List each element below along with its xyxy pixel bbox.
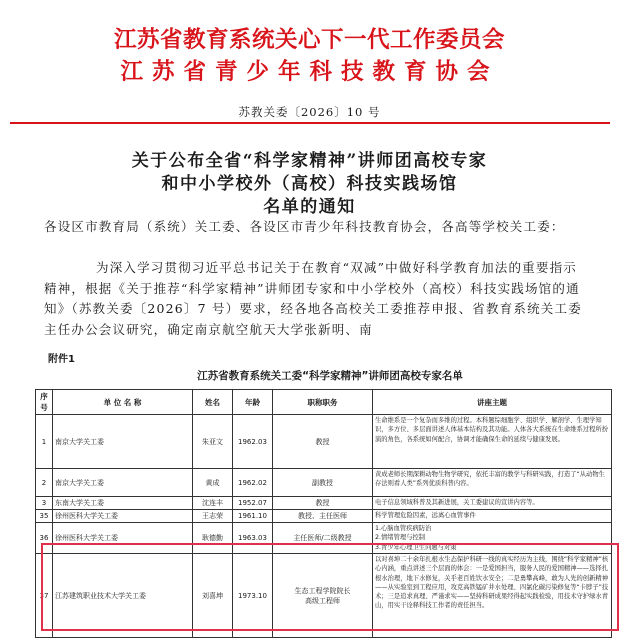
cell-title: 生态工程学院院长 高级工程师 xyxy=(273,554,373,638)
table-row xyxy=(36,415,612,469)
cell-unit: 江苏建筑职业技术大学关工委 xyxy=(53,554,193,638)
cell-topic: 以对喜坤二十余年扎根水生态保护科研一线的真实经历为主线，围绕“科学家精神”核心内涵，重点讲述三个层面的体会：一是爱国担当，服务人民的爱国精神——选择扎根水治理，地下水修复，关乎老百姓饮水安全；二是勇攀高峰，敢为人先的创新精神——从实验室到工程应用，攻克高铁锰矿井水处理、四氯化碳污染修复等“卡脖子”技术；三是追求真理、严谨求实——坚持科研成果经得起实践检验，用技术守护绿水青山，用实干诠释科技工作者的责任担当。 xyxy=(373,554,612,638)
cell-topic: 黄成老师长期深耕动物生物学研究，依托丰富的教学与科研实践，打造了“从动物生存法则看人类”系列优质科普内容。 xyxy=(373,469,612,497)
table-row xyxy=(36,469,612,497)
col-header-name: 姓名 xyxy=(193,390,233,415)
table-header-row xyxy=(36,390,612,415)
body-paragraph-text: 为深入学习贯彻习近平总书记关于在教育“双减”中做好科学教育加法的重要指示精神，根据《关于推荐“科学家精神”讲师团专家和中小学校外（高校）科技实践场馆的通知》（苏教关委〔2026〕7 号）要求，经各地各高校关工委推荐申报、省教育系统关工委主任办公会议研究，确定南京航空航天大学张新明、南 xyxy=(44,260,582,337)
cell-no: 2 xyxy=(36,469,53,497)
notice-title-line-3: 名单的通知 xyxy=(263,197,356,217)
highlight-box xyxy=(41,543,619,631)
cell-name: 黄成 xyxy=(193,469,233,497)
cell-age: 1963.03 xyxy=(233,523,273,554)
cell-title: 主任医师/二级教授 xyxy=(273,523,373,554)
cell-no: 1 xyxy=(36,415,53,469)
table-title: 江苏省教育系统关工委“科学家精神”讲师团高校专家名单 xyxy=(197,370,463,382)
cell-topic: 生命维系是一个复杂而多维的过程。本科题综细胞学、组织学、解剖学、生理学知识，多方位、多层面讲述人体基本结构及其功能。人体各大系统在生命维系过程所扮演的角色，各系统如何配合，协调才能确保生命的延续与健康发展。 xyxy=(373,415,612,469)
cell-age: 1962.02 xyxy=(233,469,273,497)
cell-name: 耿德勤 xyxy=(193,523,233,554)
cell-name: 王志荣 xyxy=(193,510,233,523)
attachment-label: 附件1 xyxy=(48,354,75,365)
issuing-org-line-1: 江苏省教育系统关心下一代工作委员会 xyxy=(113,27,505,53)
cell-topic: 1.心脑血管疾病防治 2.情绪管理与控制 3.青少年心理卫生问题与对策 xyxy=(373,523,612,554)
cell-age: 1973.10 xyxy=(233,554,273,638)
col-header-unit: 单 位 名 称 xyxy=(53,390,193,415)
cell-no: 3 xyxy=(36,497,53,510)
cell-title: 教授 xyxy=(273,497,373,510)
cell-age: 1952.07 xyxy=(233,497,273,510)
issuing-org-line-2: 江苏省青少年科技教育协会 xyxy=(120,59,499,85)
cell-title: 教授、主任医师 xyxy=(273,510,373,523)
cell-age: 1961.10 xyxy=(233,510,273,523)
cell-name: 朱亚文 xyxy=(193,415,233,469)
body-paragraph xyxy=(44,258,589,340)
notice-title-line-1: 关于公布全省“科学家精神”讲师团高校专家 xyxy=(131,151,488,171)
cell-unit: 徐州医科大学关工委 xyxy=(53,510,193,523)
table-row xyxy=(36,497,612,510)
cell-unit: 南京大学关工委 xyxy=(53,415,193,469)
notice-title-line-2: 和中小学校外（高校）科技实践场馆 xyxy=(161,174,458,194)
table-row xyxy=(36,510,612,523)
cell-no: 37 xyxy=(36,554,53,638)
cell-no: 36 xyxy=(36,523,53,554)
cell-unit: 东南大学关工委 xyxy=(53,497,193,510)
col-header-topic: 讲座主题 xyxy=(373,390,612,415)
col-header-title: 职称职务 xyxy=(273,390,373,415)
col-header-age: 年龄 xyxy=(233,390,273,415)
cell-no: 35 xyxy=(36,510,53,523)
cell-name: 刘喜坤 xyxy=(193,554,233,638)
addressee: 各设区市教育局（系统）关工委、各设区市青少年科技教育协会，各高等学校关工委： xyxy=(44,219,565,234)
cell-age: 1962.03 xyxy=(233,415,273,469)
col-header-no: 序号 xyxy=(36,390,53,415)
cell-topic: 科学管理危险因素，远离心血管事件 xyxy=(373,510,612,523)
cell-name: 沈连丰 xyxy=(193,497,233,510)
cell-title: 副教授 xyxy=(273,469,373,497)
cell-title: 教授 xyxy=(273,415,373,469)
cell-unit: 徐州医科大学关工委 xyxy=(53,523,193,554)
cell-topic: 电子信息领域科普及其新进展，关工委建议的宣讲内容等。 xyxy=(373,497,612,510)
red-divider xyxy=(10,122,610,124)
cell-unit: 南京大学关工委 xyxy=(53,469,193,497)
document-number: 苏教关委〔2026〕10 号 xyxy=(238,105,381,119)
